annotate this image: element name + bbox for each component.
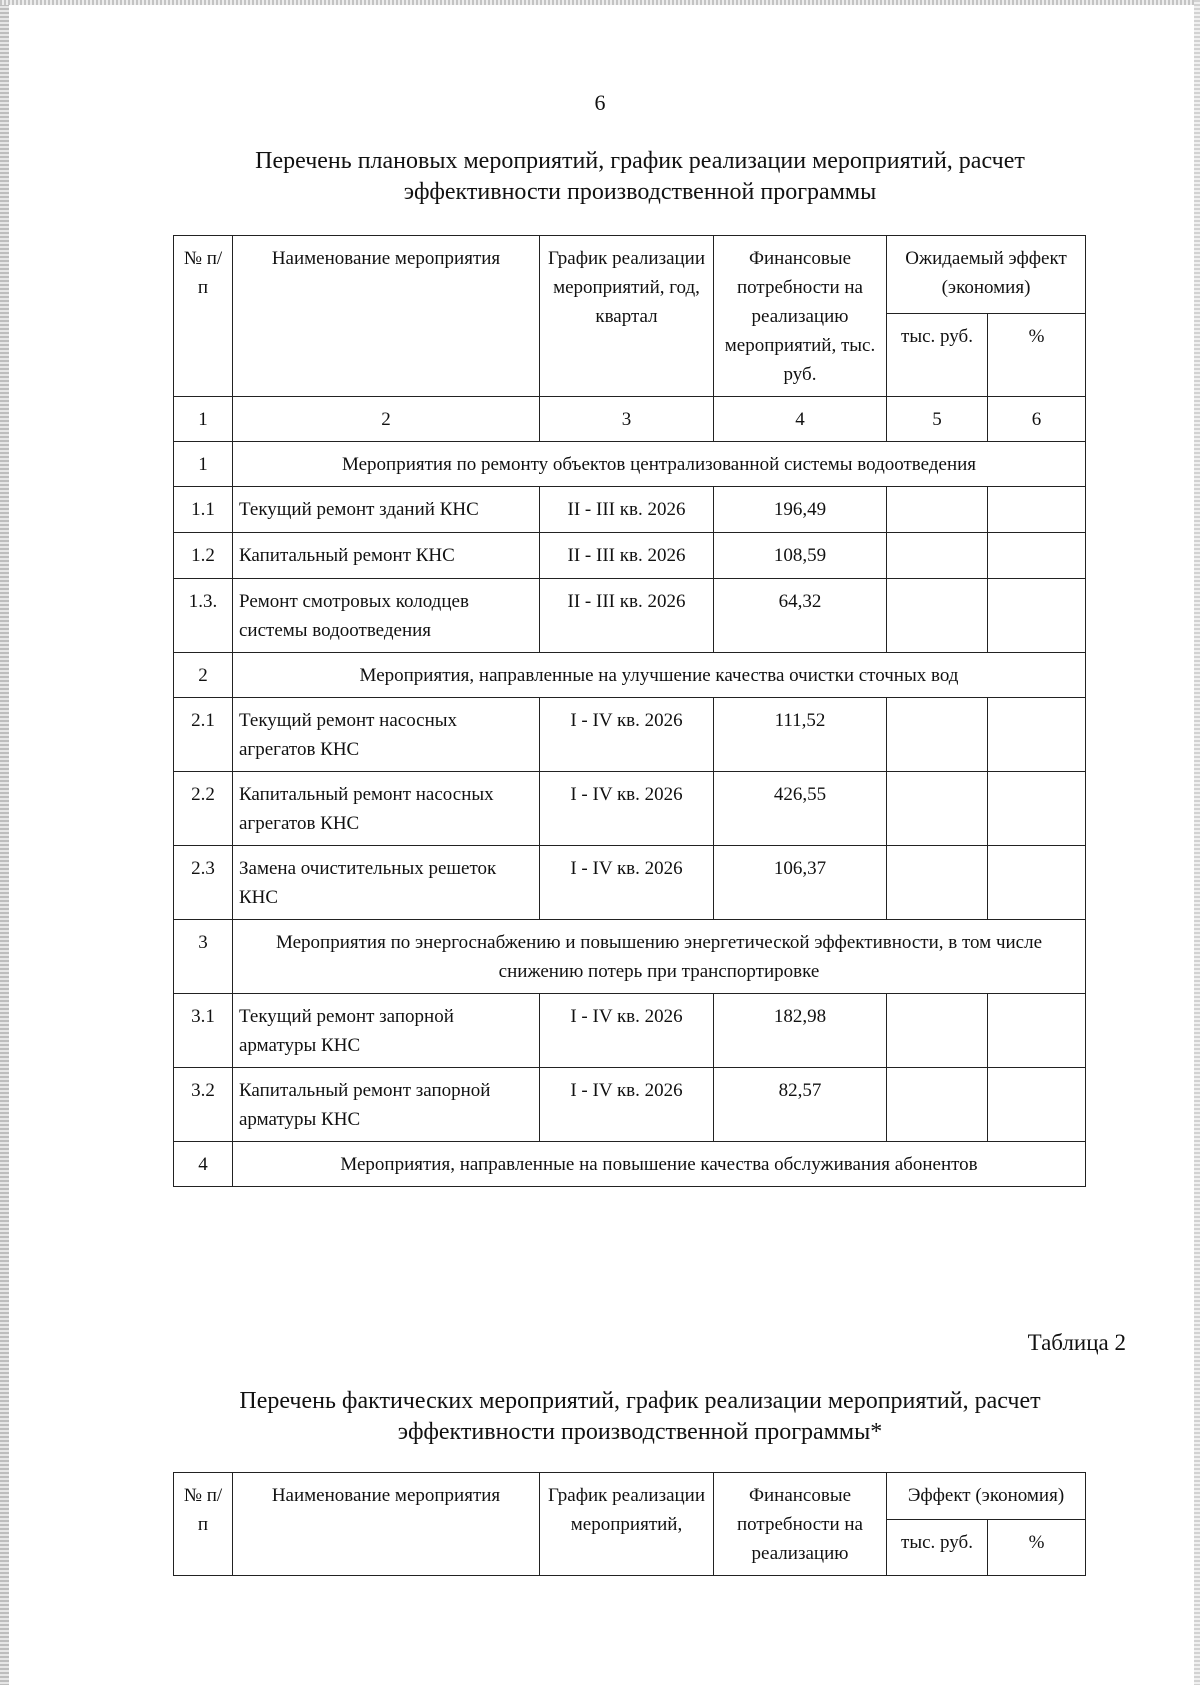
header-finance: Финансовые потребности на реализацию мероприятий, тыс. руб.	[714, 236, 887, 397]
measure-name: Текущий ремонт запорной арматуры КНС	[233, 994, 540, 1068]
measure-effect-thousand	[887, 772, 988, 846]
scan-edge-right	[1194, 0, 1200, 1685]
header-row	[174, 236, 1086, 314]
measure-finance: 108,59	[714, 533, 887, 579]
measure-name: Капитальный ремонт КНС	[233, 533, 540, 579]
measure-effect-thousand	[887, 533, 988, 579]
t2-header-schedule: График реализации мероприятий,	[540, 1473, 714, 1576]
column-numbers-row	[174, 397, 1086, 442]
measure-row	[174, 533, 1086, 579]
measure-effect-thousand	[887, 846, 988, 920]
measure-effect-thousand	[887, 698, 988, 772]
measure-finance: 64,32	[714, 579, 887, 653]
measure-finance: 106,37	[714, 846, 887, 920]
measure-schedule: II - III кв. 2026	[540, 533, 714, 579]
header-schedule: График реализации мероприятий, год, квартал	[540, 236, 714, 397]
measure-effect-percent	[988, 846, 1086, 920]
measure-row	[174, 846, 1086, 920]
header-effect-percent: %	[988, 313, 1086, 396]
colnum-2: 2	[233, 397, 540, 442]
measure-row	[174, 994, 1086, 1068]
colnum-3: 3	[540, 397, 714, 442]
table2-title	[200, 1386, 1080, 1448]
table1-title	[200, 146, 1080, 208]
colnum-5: 5	[887, 397, 988, 442]
measure-name: Ремонт смотровых колодцев системы водоотведения	[233, 579, 540, 653]
t2-header-finance: Финансовые потребности на реализацию	[714, 1473, 887, 1576]
scan-edge-top	[0, 0, 1200, 5]
measure-row	[174, 1068, 1086, 1142]
measure-finance: 426,55	[714, 772, 887, 846]
colnum-1: 1	[174, 397, 233, 442]
measure-effect-percent	[988, 698, 1086, 772]
t2-header-effect: Эффект (экономия)	[887, 1473, 1086, 1520]
measure-effect-percent	[988, 533, 1086, 579]
t2-header-effect-percent: %	[988, 1520, 1086, 1576]
measure-row	[174, 487, 1086, 533]
measure-row	[174, 772, 1086, 846]
measure-effect-percent	[988, 487, 1086, 533]
section-title: Мероприятия, направленные на повышение качества обслуживания абонентов	[233, 1142, 1086, 1187]
table2-caption: Таблица 2	[1027, 1330, 1126, 1355]
table1-title-line2: эффективности производственной программы	[403, 179, 877, 205]
measure-number: 2.3	[174, 846, 233, 920]
table2-title-line1: Перечень фактических мероприятий, график реализации мероприятий, расчет	[239, 1388, 1041, 1414]
measure-effect-thousand	[887, 487, 988, 533]
measure-number: 1.2	[174, 533, 233, 579]
measure-row	[174, 579, 1086, 653]
measure-schedule: I - IV кв. 2026	[540, 698, 714, 772]
section-number: 3	[174, 920, 233, 994]
actual-measures-table	[173, 1472, 1086, 1576]
measure-number: 3.1	[174, 994, 233, 1068]
header-name: Наименование мероприятия	[233, 236, 540, 397]
measure-finance: 182,98	[714, 994, 887, 1068]
measure-schedule: I - IV кв. 2026	[540, 846, 714, 920]
scan-edge-left	[0, 0, 9, 1685]
measure-name: Капитальный ремонт насосных агрегатов КНС	[233, 772, 540, 846]
header-no: № п/п	[174, 236, 233, 397]
page-number: 6	[594, 90, 606, 115]
measure-name: Капитальный ремонт запорной арматуры КНС	[233, 1068, 540, 1142]
section-title: Мероприятия по энергоснабжению и повышению энергетической эффективности, в том числе снижению потерь при транспортировке	[233, 920, 1086, 994]
measure-name: Текущий ремонт зданий КНС	[233, 487, 540, 533]
measure-finance: 111,52	[714, 698, 887, 772]
section-row	[174, 1142, 1086, 1187]
section-row	[174, 442, 1086, 487]
section-title: Мероприятия, направленные на улучшение качества очистки сточных вод	[233, 653, 1086, 698]
measure-effect-percent	[988, 772, 1086, 846]
measure-effect-thousand	[887, 579, 988, 653]
measure-effect-thousand	[887, 1068, 988, 1142]
section-title: Мероприятия по ремонту объектов централизованной системы водоотведения	[233, 442, 1086, 487]
measure-effect-percent	[988, 1068, 1086, 1142]
measure-number: 2.1	[174, 698, 233, 772]
measure-effect-percent	[988, 994, 1086, 1068]
t2-header-no: № п/п	[174, 1473, 233, 1576]
measure-name: Замена очистительных решеток КНС	[233, 846, 540, 920]
table1-title-line1: Перечень плановых мероприятий, график реализации мероприятий, расчет	[255, 148, 1025, 174]
measure-schedule: II - III кв. 2026	[540, 487, 714, 533]
measure-schedule: II - III кв. 2026	[540, 579, 714, 653]
measure-schedule: I - IV кв. 2026	[540, 1068, 714, 1142]
section-row	[174, 920, 1086, 994]
section-number: 1	[174, 442, 233, 487]
measure-number: 1.1	[174, 487, 233, 533]
section-row	[174, 653, 1086, 698]
measure-number: 3.2	[174, 1068, 233, 1142]
header-effect-thousand: тыс. руб.	[887, 313, 988, 396]
table2-title-line2: эффективности производственной программы*	[397, 1419, 883, 1445]
header-effect: Ожидаемый эффект (экономия)	[887, 236, 1086, 314]
measure-row	[174, 698, 1086, 772]
section-number: 2	[174, 653, 233, 698]
measure-number: 2.2	[174, 772, 233, 846]
measure-schedule: I - IV кв. 2026	[540, 994, 714, 1068]
colnum-6: 6	[988, 397, 1086, 442]
colnum-4: 4	[714, 397, 887, 442]
measure-schedule: I - IV кв. 2026	[540, 772, 714, 846]
t2-header-effect-thousand: тыс. руб.	[887, 1520, 988, 1576]
t2-header-row	[174, 1473, 1086, 1520]
measure-effect-percent	[988, 579, 1086, 653]
planned-measures-table	[173, 235, 1086, 1187]
measure-effect-thousand	[887, 994, 988, 1068]
measure-number: 1.3.	[174, 579, 233, 653]
measure-finance: 82,57	[714, 1068, 887, 1142]
t2-header-name: Наименование мероприятия	[233, 1473, 540, 1576]
measure-name: Текущий ремонт насосных агрегатов КНС	[233, 698, 540, 772]
measure-finance: 196,49	[714, 487, 887, 533]
section-number: 4	[174, 1142, 233, 1187]
planned-measures-body	[174, 236, 1086, 1187]
